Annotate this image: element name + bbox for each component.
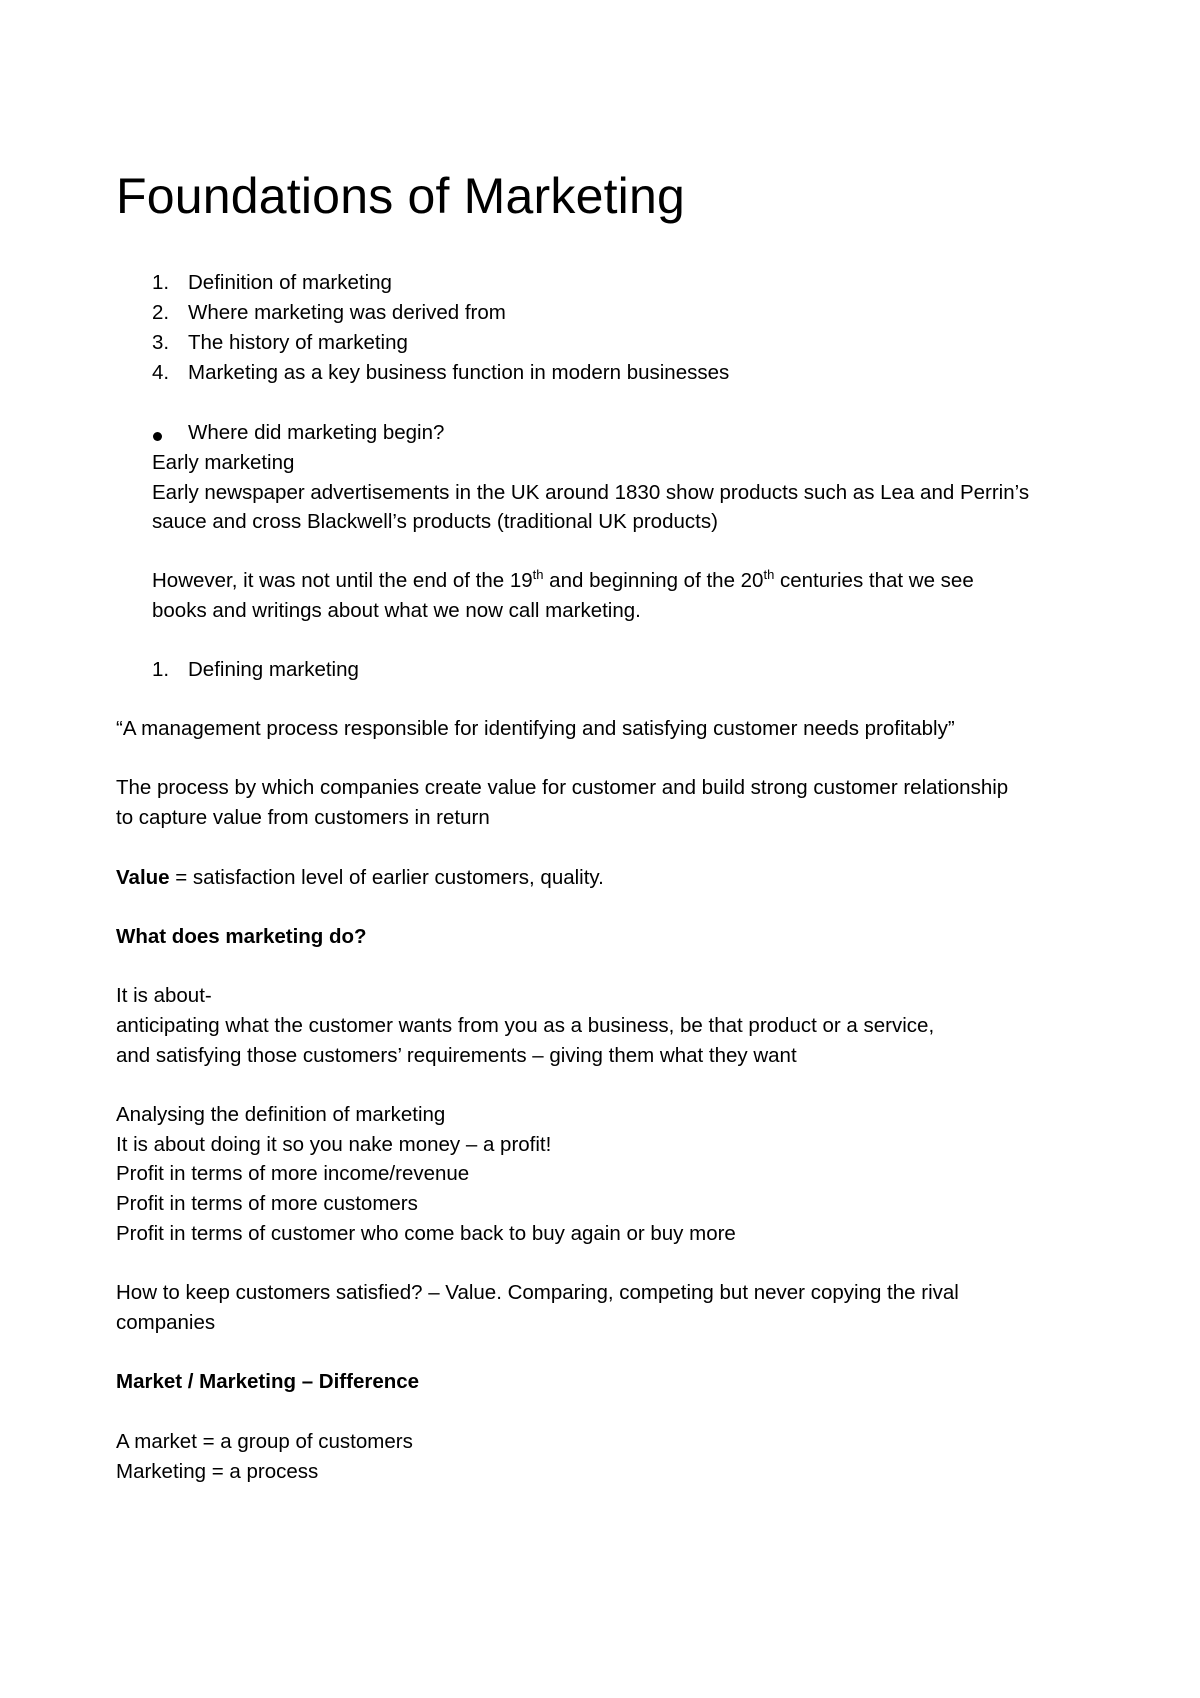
- about-line: and satisfying those customers’ requirements – giving them what they want: [116, 1044, 797, 1067]
- document-page: Foundations of Marketing 1. Definition of marketing 2. Where marketing was derived from 3. The history of marketing 4. Marketing as a key business function in modern businesses Where did marketing begin? Early marketing Early newspaper advertisements in the UK around 1830 show products such as Lea and Perrin’s sauce and cross Blackwell’s products (traditional UK products) However, it was not until the end of the 19th and beginning of the 20th centuries that we see books and writings about what we now call marketing. 1. Defining marketing “A management process responsible for identifying and satisfying customer needs profitably” The process by which companies create value for customer and build strong customer relationship to capture value from customers in return Value = satisfaction level of earlier customers, quality. What does marketing do? It is about- anticipating what the customer wants from you as a business, be that product or a service, and satisfying those customers’ requirements – giving them what they want Analysing the definition of marketing It is about doing it so you nake money – a profit! Profit in terms of more income/revenue Profit in terms of more customers Profit in terms of customer who come back to buy again or buy more How to keep customers satisfied? – Value. Comparing, competing but never copying the rival companies Market / Marketing – Difference A market = a group of customers Marketing = a process: [0, 0, 1200, 1698]
- early-marketing-paragraph: Early newspaper advertisements in the UK around 1830 show products such as Lea and Perrin’s: [152, 481, 1030, 504]
- value-definition: Value = satisfaction level of earlier customers, quality.: [116, 866, 604, 889]
- market-marketing-difference-heading: Market / Marketing – Difference: [116, 1370, 420, 1393]
- document-title: Foundations of Marketing: [116, 168, 686, 224]
- about-line: anticipating what the customer wants from you as a business, be that product or a service,: [116, 1014, 935, 1037]
- early-marketing-paragraph: sauce and cross Blackwell’s products (traditional UK products): [152, 510, 718, 533]
- process-paragraph: to capture value from customers in return: [116, 806, 490, 829]
- definition-quote: “A management process responsible for identifying and satisfying customer needs profitably”: [116, 717, 955, 740]
- bullet-question: Where did marketing begin?: [188, 421, 445, 444]
- however-paragraph: books and writings about what we now call marketing.: [152, 599, 641, 622]
- bullet-dot-icon: [153, 432, 162, 441]
- however-paragraph: However, it was not until the end of the 19th and beginning of the 20th centuries that we see: [152, 567, 974, 592]
- analysing-line: Analysing the definition of marketing: [116, 1103, 446, 1126]
- market-definition: A market = a group of customers: [116, 1430, 413, 1453]
- marketing-definition: Marketing = a process: [116, 1460, 319, 1483]
- process-paragraph: The process by which companies create value for customer and build strong customer relationship: [116, 776, 1009, 799]
- analysing-line: Profit in terms of customer who come back to buy again or buy more: [116, 1222, 736, 1245]
- early-marketing-heading: Early marketing: [152, 451, 295, 474]
- keep-customers-paragraph: How to keep customers satisfied? – Value. Comparing, competing but never copying the rival: [116, 1281, 959, 1304]
- analysing-line: It is about doing it so you nake money – a profit!: [116, 1133, 552, 1156]
- analysing-line: Profit in terms of more income/revenue: [116, 1162, 470, 1185]
- keep-customers-paragraph: companies: [116, 1311, 216, 1334]
- about-line: It is about-: [116, 984, 212, 1007]
- what-marketing-does-heading: What does marketing do?: [116, 925, 367, 948]
- analysing-line: Profit in terms of more customers: [116, 1192, 418, 1215]
